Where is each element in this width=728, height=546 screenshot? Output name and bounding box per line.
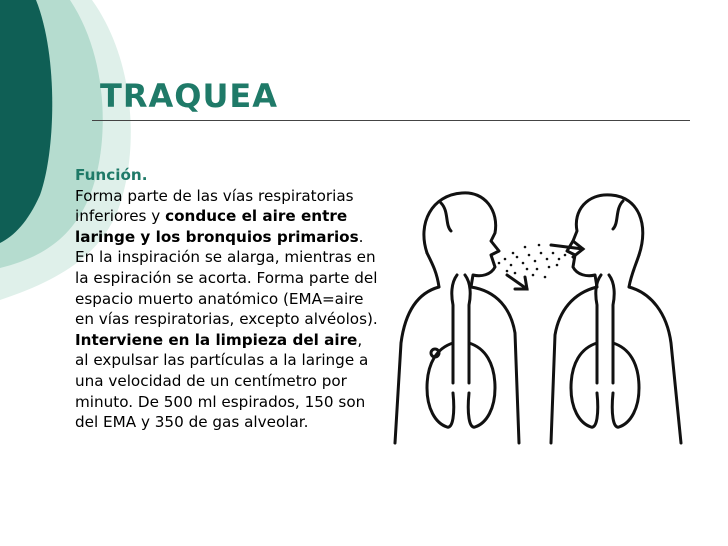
- body-paragraph: [75, 165, 380, 433]
- text-part-2: . En la inspiración se alarga, mientras en la espiración se acorta. Forma parte del espacio muerto anatómico (EMA=aire en vías respiratorias, excepto alvéolos).: [75, 227, 378, 329]
- section-label: Función.: [75, 166, 148, 184]
- arrow-down-icon: [507, 275, 527, 289]
- bold-text-2: Interviene en la limpieza del aire: [75, 330, 358, 349]
- particle-icon: [431, 349, 439, 357]
- right-person-figure: [551, 195, 681, 443]
- page-title: TRAQUEA: [100, 77, 279, 115]
- bold-text-1: conduce el aire entre laringe y los bronquios primarios: [75, 207, 359, 246]
- text-part-3: , al expulsar las partículas a la laringe a una velocidad de un centímetro por minuto. De 500 ml espirados, 150 son del EMA y 350 de gas alveolar.: [75, 330, 369, 432]
- breathing-exchange-illustration: [387, 183, 691, 463]
- breath-particles: [498, 244, 567, 279]
- text-part-1: Forma parte de las vías respiratorias inferiores y: [75, 186, 354, 226]
- title-divider: [92, 120, 690, 121]
- left-person-figure: [395, 193, 519, 443]
